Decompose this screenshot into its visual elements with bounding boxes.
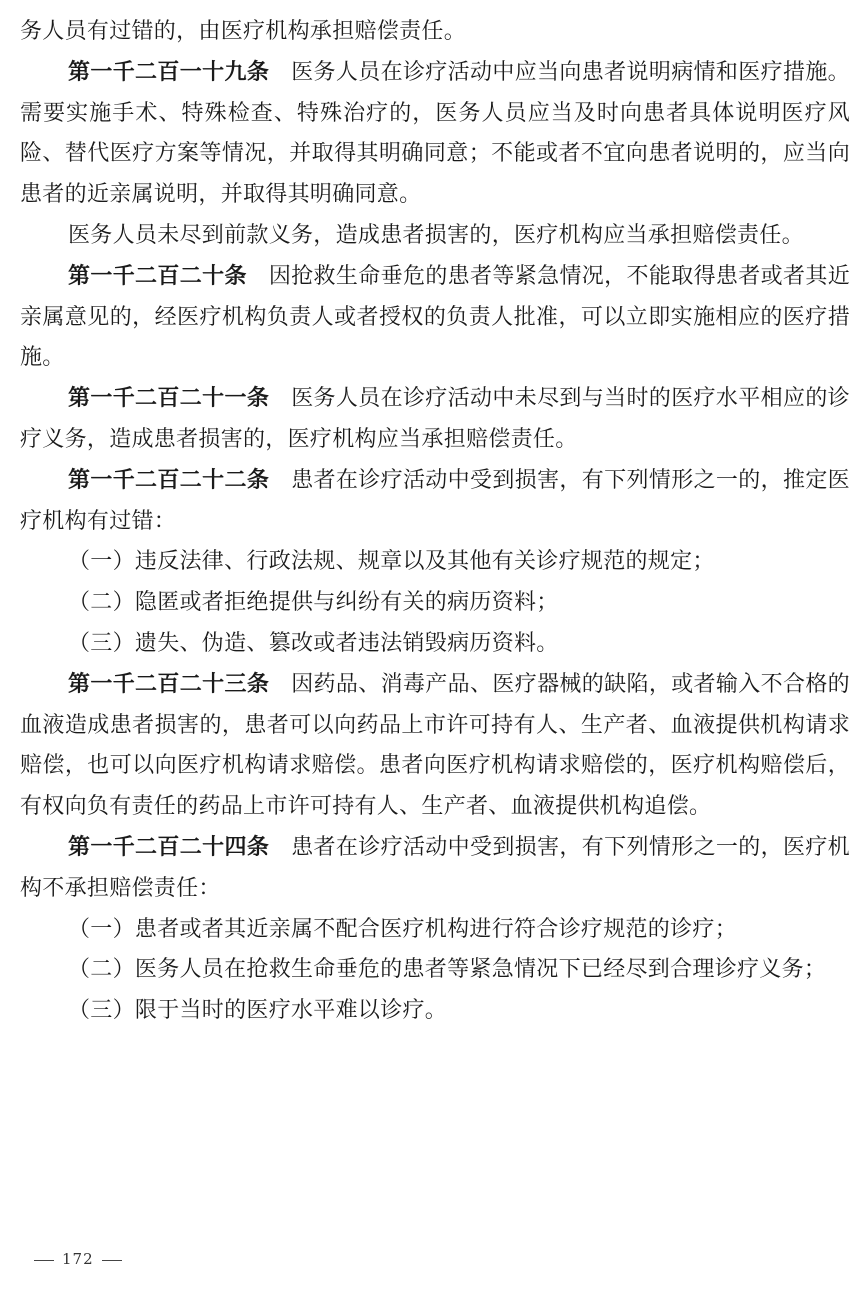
article-paragraph xyxy=(20,665,850,828)
paragraph-text: 患者在诊疗活动中受到损害，有下列情形之一的，医疗机构不承担赔偿责任： xyxy=(20,834,850,901)
body-paragraph xyxy=(20,991,850,1032)
body-paragraph xyxy=(20,216,850,257)
paragraph-text: 医务人员未尽到前款义务，造成患者损害的，医疗机构应当承担赔偿责任。 xyxy=(68,222,804,248)
article-paragraph xyxy=(20,379,850,461)
article-title: 第一千二百二十二条 xyxy=(68,467,270,493)
article-title: 第一千二百二十四条 xyxy=(68,834,270,860)
body-paragraph xyxy=(20,950,850,991)
paragraph-text: （一）违反法律、行政法规、规章以及其他有关诊疗规范的规定； xyxy=(68,549,715,575)
document-body xyxy=(20,12,850,1032)
article-title: 第一千二百一十九条 xyxy=(68,59,270,85)
paragraph-text: （三）限于当时的医疗水平难以诊疗。 xyxy=(68,998,448,1024)
paragraph-text: 因药品、消毒产品、医疗器械的缺陷，或者输入不合格的血液造成患者损害的，患者可以向药品上市许可持有人、生产者、血液提供机构请求赔偿，也可以向医疗机构请求赔偿。患者向医疗机构请求赔偿的，医疗机构赔偿后，有权向负有责任的药品上市许可持有人、生产者、血液提供机构追偿。 xyxy=(20,671,850,820)
article-paragraph xyxy=(20,257,850,379)
article-title: 第一千二百二十条 xyxy=(68,263,247,289)
paragraph-text: 务人员有过错的，由医疗机构承担赔偿责任。 xyxy=(20,19,467,44)
paragraph-text: 医务人员在诊疗活动中应当向患者说明病情和医疗措施。需要实施手术、特殊检查、特殊治疗的，医务人员应当及时向患者具体说明医疗风险、替代医疗方案等情况，并取得其明确同意；不能或者不宜向患者说明的，应当向患者的近亲属说明，并取得其明确同意。 xyxy=(20,59,850,208)
article-title: 第一千二百二十三条 xyxy=(68,671,270,697)
body-paragraph xyxy=(20,583,850,624)
paragraph-text: 医务人员在诊疗活动中未尽到与当时的医疗水平相应的诊疗义务，造成患者损害的，医疗机构应当承担赔偿责任。 xyxy=(20,386,850,452)
paragraph-text: 患者在诊疗活动中受到损害，有下列情形之一的，推定医疗机构有过错： xyxy=(20,467,850,534)
footer-dash-left xyxy=(34,1260,54,1261)
paragraph-text: （二）隐匿或者拒绝提供与纠纷有关的病历资料； xyxy=(68,590,559,616)
body-paragraph xyxy=(20,542,850,583)
footer-dash-right xyxy=(102,1260,122,1261)
body-paragraph xyxy=(20,624,850,665)
article-paragraph xyxy=(20,461,850,543)
paragraph-text: （一）患者或者其近亲属不配合医疗机构进行符合诊疗规范的诊疗； xyxy=(68,916,738,942)
body-paragraph xyxy=(20,910,850,951)
article-paragraph xyxy=(20,828,850,910)
article-paragraph xyxy=(20,53,850,216)
article-title: 第一千二百二十一条 xyxy=(68,386,270,412)
paragraph-text: 因抢救生命垂危的患者等紧急情况，不能取得患者或者其近亲属意见的，经医疗机构负责人或者授权的负责人批准，可以立即实施相应的医疗措施。 xyxy=(20,263,850,371)
page-footer xyxy=(26,1250,130,1268)
page-number: 172 xyxy=(62,1250,94,1268)
paragraph-text: （三）遗失、伪造、篡改或者违法销毁病历资料。 xyxy=(68,630,559,656)
paragraph-text: （二）医务人员在抢救生命垂危的患者等紧急情况下已经尽到合理诊疗义务； xyxy=(68,957,827,983)
body-paragraph xyxy=(20,12,850,53)
